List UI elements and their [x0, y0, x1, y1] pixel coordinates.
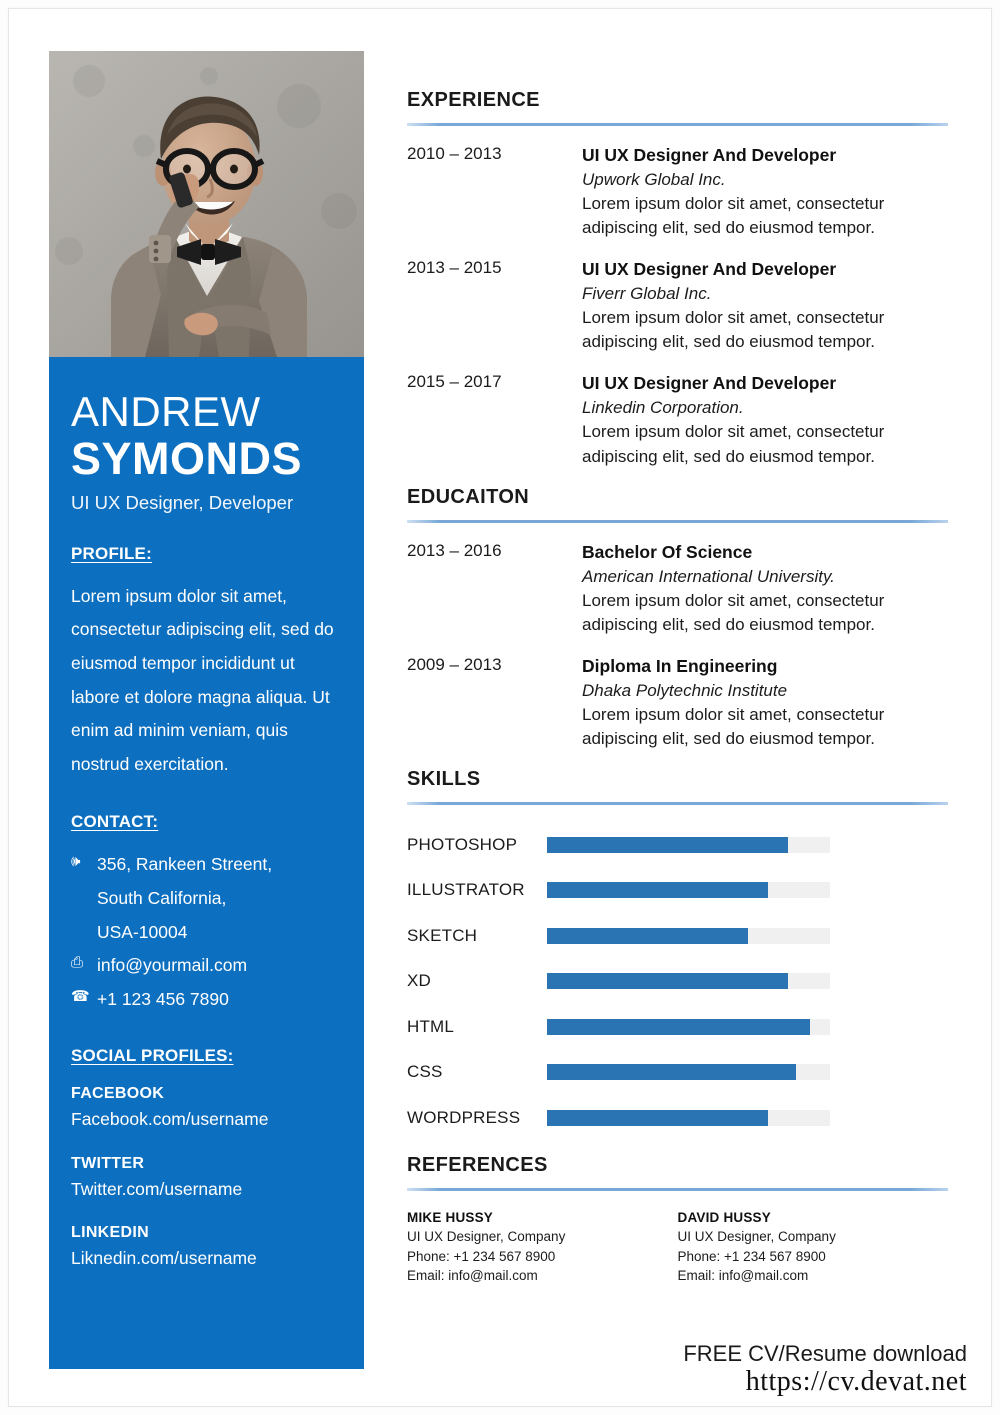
- contact-row: [71, 882, 342, 916]
- entry-date-range: 2015 – 2017: [407, 372, 502, 392]
- references-title: REFERENCES: [407, 1153, 548, 1176]
- social-network-name: LINKEDIN: [71, 1223, 149, 1241]
- entry-description-line: Lorem ipsum dolor sit amet, consectetur: [582, 590, 885, 610]
- social-network-url[interactable]: Liknedin.com/username: [71, 1247, 257, 1268]
- entry-body: [582, 540, 948, 637]
- contact-text: info@yourmail.com: [97, 955, 248, 976]
- entry-date-range: 2010 – 2013: [407, 144, 502, 163]
- contact-text: 356, Rankeen Streent,: [97, 854, 273, 875]
- section-divider: [407, 1188, 948, 1191]
- social-profile-item[interactable]: [71, 1152, 342, 1202]
- reference-role: UI UX Designer, Company: [407, 1229, 566, 1245]
- skill-bar-fill: [547, 882, 768, 898]
- social-network-name: FACEBOOK: [71, 1085, 165, 1103]
- references-list: [407, 1208, 948, 1286]
- entry-date-range: 2009 – 2013: [407, 654, 502, 674]
- entry-role: Bachelor Of Science: [582, 541, 753, 562]
- entry-body: [582, 654, 948, 751]
- experience-entry: [407, 143, 948, 240]
- last-name: SYMONDS: [71, 433, 303, 485]
- entry-organization: Linkedin Corporation.: [582, 398, 744, 418]
- entry-date-range: 2013 – 2015: [407, 258, 502, 278]
- entry-role: UI UX Designer And Developer: [582, 145, 837, 165]
- skills-title: SKILLS: [407, 768, 481, 791]
- entry-organization: Fiverr Global Inc.: [582, 284, 712, 304]
- social-network-url[interactable]: Twitter.com/username: [71, 1178, 243, 1199]
- entry-description-line: adipiscing elit, sed do eiusmod tempor.: [582, 218, 875, 238]
- skill-bar-track: [547, 928, 830, 944]
- experience-title: EXPERIENCE: [407, 89, 540, 111]
- skills-section: [407, 768, 948, 1141]
- main-column: [407, 89, 948, 1299]
- footer-promo: [447, 1341, 967, 1398]
- social-profile-item[interactable]: [71, 1082, 342, 1132]
- skill-row: [407, 1004, 948, 1050]
- skill-bar-fill: [547, 928, 748, 944]
- experience-entry: [407, 371, 948, 468]
- entry-description-line: adipiscing elit, sed do eiusmod tempor.: [582, 728, 875, 748]
- reference-phone: Phone: +1 234 567 8900: [677, 1248, 826, 1264]
- skill-bar-track: [547, 1110, 830, 1126]
- skill-bar-track: [547, 973, 830, 989]
- portrait-photo: [49, 51, 364, 357]
- megaphone-icon: 🕪: [71, 853, 81, 871]
- entry-description-line: Lorem ipsum dolor sit amet, consectetur: [582, 308, 885, 328]
- education-entry: [407, 654, 948, 751]
- skill-label: SKETCH: [407, 925, 478, 945]
- education-section: [407, 486, 948, 751]
- contact-row: [71, 949, 342, 983]
- skill-row: [407, 959, 948, 1005]
- left-column: [49, 51, 364, 1369]
- reference-card: [678, 1208, 949, 1286]
- reference-role: UI UX Designer, Company: [677, 1229, 836, 1245]
- entry-body: [582, 143, 948, 240]
- skill-bar-track: [547, 1064, 830, 1080]
- contact-heading: CONTACT:: [71, 812, 159, 832]
- social-profiles-list: [71, 1082, 342, 1271]
- entry-description-line: Lorem ipsum dolor sit amet, consectetur: [582, 422, 885, 442]
- skill-bar-track: [547, 837, 830, 853]
- references-section: [407, 1154, 948, 1286]
- first-name: ANDREW: [71, 388, 261, 435]
- job-title: UI UX Designer, Developer: [71, 491, 294, 513]
- contact-text: USA-10004: [97, 921, 188, 942]
- reference-card: [407, 1208, 678, 1286]
- contact-text: +1 123 456 7890: [97, 988, 229, 1009]
- contact-row: [71, 983, 342, 1017]
- printer-icon: ⎙: [71, 954, 84, 972]
- social-heading: SOCIAL PROFILES:: [71, 1046, 234, 1066]
- reference-email: Email: info@mail.com: [677, 1268, 809, 1284]
- reference-phone: Phone: +1 234 567 8900: [407, 1248, 556, 1264]
- section-divider: [407, 802, 948, 805]
- paper-sheet: [8, 8, 992, 1407]
- skill-row: [407, 1050, 948, 1096]
- entry-body: [582, 257, 948, 354]
- entry-description-line: adipiscing elit, sed do eiusmod tempor.: [582, 614, 875, 634]
- entry-role: UI UX Designer And Developer: [582, 259, 837, 280]
- sidebar-panel: [49, 357, 364, 1369]
- skill-label: ILLUSTRATOR: [407, 880, 525, 900]
- entry-description-line: adipiscing elit, sed do eiusmod tempor.: [582, 446, 875, 466]
- skill-row: [407, 822, 948, 868]
- reference-email: Email: info@mail.com: [407, 1268, 538, 1284]
- entry-date-range: 2013 – 2016: [407, 540, 502, 560]
- skill-label: WORDPRESS: [407, 1107, 521, 1127]
- entry-description-line: adipiscing elit, sed do eiusmod tempor.: [582, 332, 875, 352]
- entry-role: Diploma In Engineering: [582, 655, 778, 676]
- skill-label: PHOTOSHOP: [407, 834, 518, 854]
- experience-entry-list: [407, 143, 948, 469]
- entry-body: [582, 371, 948, 468]
- skill-bar-fill: [547, 837, 788, 853]
- contact-list: [71, 848, 342, 1016]
- reference-name: DAVID HUSSY: [677, 1209, 771, 1225]
- education-title: EDUCAITON: [407, 485, 530, 508]
- entry-organization: American International University.: [582, 566, 835, 586]
- education-entry: [407, 540, 948, 637]
- paper-inner: [9, 9, 991, 1406]
- skill-label: HTML: [407, 1016, 455, 1036]
- skill-bar-fill: [547, 1019, 810, 1035]
- skill-label: CSS: [407, 1062, 443, 1082]
- education-entry-list: [407, 540, 948, 751]
- contact-row: [71, 848, 342, 882]
- entry-description-line: Lorem ipsum dolor sit amet, consectetur: [582, 193, 885, 213]
- skill-label: XD: [407, 971, 432, 991]
- entry-organization: Dhaka Polytechnic Institute: [582, 680, 788, 700]
- experience-entry: [407, 257, 948, 354]
- skill-bar-fill: [547, 1064, 796, 1080]
- section-divider: [407, 520, 948, 523]
- profile-heading: PROFILE:: [71, 543, 152, 563]
- entry-organization: Upwork Global Inc.: [582, 169, 726, 189]
- skills-bar-chart: [407, 822, 948, 1141]
- footer-url[interactable]: https://cv.devat.net: [745, 1366, 967, 1398]
- social-network-url[interactable]: Facebook.com/username: [71, 1109, 269, 1130]
- skill-row: [407, 1095, 948, 1141]
- social-profile-item[interactable]: [71, 1221, 342, 1271]
- section-divider: [407, 123, 948, 126]
- contact-row: [71, 916, 342, 950]
- skill-row: [407, 913, 948, 959]
- footer-headline: FREE CV/Resume download: [683, 1341, 967, 1367]
- reference-name: MIKE HUSSY: [407, 1209, 494, 1225]
- skill-bar-fill: [547, 1110, 768, 1126]
- entry-description-line: Lorem ipsum dolor sit amet, consectetur: [582, 704, 885, 724]
- social-network-name: TWITTER: [71, 1154, 145, 1172]
- skill-bar-fill: [547, 973, 788, 989]
- portrait-photo-graphic: [49, 51, 364, 357]
- contact-text: South California,: [97, 888, 227, 909]
- profile-text: Lorem ipsum dolor sit amet, consectetur adipiscing elit, sed do eiusmod tempor incididunt ut labore et dolore magna aliqua. Ut enim ad minim veniam, quis nostrud exercitation.: [71, 585, 334, 774]
- skill-bar-track: [547, 1019, 830, 1035]
- skill-row: [407, 868, 948, 914]
- telephone-icon: ☎: [71, 987, 90, 1005]
- experience-section: [407, 89, 948, 469]
- skill-bar-track: [547, 882, 830, 898]
- entry-role: UI UX Designer And Developer: [582, 373, 837, 394]
